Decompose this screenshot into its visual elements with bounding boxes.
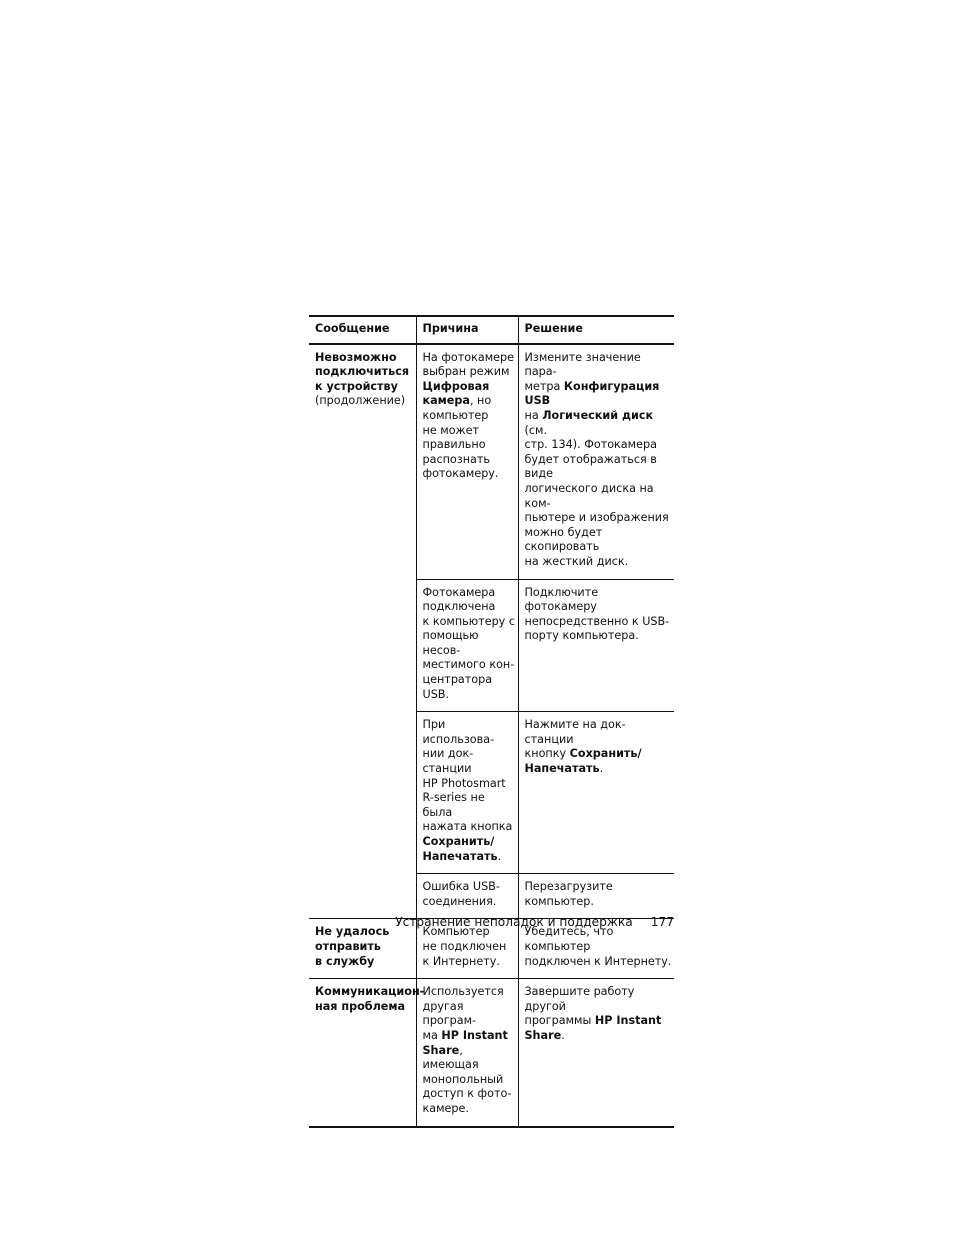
cause-text: правильно xyxy=(422,438,486,452)
header-message: Сообщение xyxy=(309,316,416,344)
solution-text: будет отображаться в виде xyxy=(524,452,657,481)
solution-text: компьютер. xyxy=(524,894,594,908)
cause-text: Фотокамера xyxy=(422,585,496,599)
page-footer xyxy=(309,914,674,930)
cause-text: распознать xyxy=(422,452,490,466)
cause-text: соединения. xyxy=(422,894,497,908)
solution-text-bold: Конфигурация USB xyxy=(524,379,660,408)
cause-cell xyxy=(416,874,518,919)
message-text: отправить xyxy=(315,939,381,953)
solution-text: Нажмите на док-станции xyxy=(524,718,626,746)
solution-text: метра xyxy=(524,379,564,393)
cause-text: , но xyxy=(469,394,492,408)
header-solution: Решение xyxy=(518,316,674,344)
solution-text: на xyxy=(524,408,543,422)
cause-cell xyxy=(416,344,518,579)
table-header xyxy=(309,316,674,344)
cause-text: не может xyxy=(422,423,480,437)
footer-section-title: Устранение неполадок и поддержка xyxy=(395,915,633,929)
cause-text: HP Photosmart xyxy=(422,776,506,790)
solution-text: Убедитесь, что компьютер xyxy=(524,925,614,953)
message-text: в службу xyxy=(315,954,375,968)
message-cell xyxy=(309,979,425,1127)
solution-text: можно будет скопировать xyxy=(524,525,603,554)
cause-text: не подключен xyxy=(422,939,507,953)
solution-text-bold: Share xyxy=(524,1028,562,1042)
message-text: ная проблема xyxy=(315,999,406,1013)
table-row xyxy=(309,979,674,1127)
solution-cell xyxy=(518,579,674,712)
table-row xyxy=(309,344,674,579)
table-body xyxy=(309,344,674,1127)
solution-text-bold: Напечатать xyxy=(524,762,600,776)
cause-text: выбран режим xyxy=(422,365,510,379)
solution-text: (см. xyxy=(524,423,548,437)
solution-text: Измените значение пара- xyxy=(524,350,641,379)
cause-cell xyxy=(416,579,518,712)
cause-text: монопольный xyxy=(422,1072,504,1086)
cause-text: доступ к фото- xyxy=(422,1087,512,1101)
troubleshooting-table xyxy=(309,315,674,1128)
solution-text: непосредственно к USB- xyxy=(524,614,670,628)
solution-text: на жесткий диск. xyxy=(524,554,629,568)
cause-text-bold: Сохранить/ xyxy=(422,835,495,848)
cause-text-bold: Share xyxy=(422,1043,460,1057)
cause-text: . xyxy=(497,849,502,863)
solution-text: Подключите фотокамеру xyxy=(524,585,599,614)
message-cell xyxy=(309,344,416,919)
cause-text: Ошибка USB- xyxy=(422,880,500,894)
cause-text-bold: HP Instant xyxy=(441,1028,508,1042)
solution-text-bold: Логический диск xyxy=(542,408,654,422)
cause-text: камере. xyxy=(422,1101,469,1115)
cause-text: помощью несов- xyxy=(422,629,479,657)
solution-text: . xyxy=(561,1028,565,1042)
cause-text: подключена xyxy=(422,600,496,614)
solution-text-bold: HP Instant xyxy=(594,1014,662,1028)
cause-cell xyxy=(416,712,518,874)
cause-text: R-series не была xyxy=(422,791,485,819)
solution-cell xyxy=(518,712,674,874)
cause-text: Компьютер xyxy=(422,925,490,939)
cause-text: фотокамеру. xyxy=(422,467,499,481)
cause-text: нажата кнопка xyxy=(422,820,513,834)
solution-text: Завершите работу другой xyxy=(524,985,635,1013)
solution-cell xyxy=(518,979,674,1127)
solution-cell xyxy=(518,344,674,579)
cause-text: При использова- xyxy=(422,718,495,746)
header-cause: Причина xyxy=(416,316,518,344)
page-number: 177 xyxy=(650,915,674,929)
solution-text: стр. 134). Фотокамера xyxy=(524,438,657,452)
cause-text-bold: Цифровая xyxy=(422,379,490,393)
solution-text: Перезагрузите xyxy=(524,880,613,894)
solution-text: . xyxy=(599,762,604,776)
message-continued-note: (продолжение) xyxy=(315,394,406,408)
cause-text: центратора USB. xyxy=(422,673,493,701)
solution-text: порту компьютера. xyxy=(524,629,639,643)
cause-text: местимого кон- xyxy=(422,658,515,672)
cause-text: к Интернету. xyxy=(422,954,500,968)
cause-text-bold: Напечатать xyxy=(422,849,498,863)
cause-text: Используется xyxy=(422,985,504,999)
message-text: подключиться xyxy=(315,365,410,379)
solution-text: логического диска на ком- xyxy=(524,481,654,510)
cause-text: к компьютеру с xyxy=(422,614,516,628)
solution-text: подключен к Интернету. xyxy=(524,954,672,968)
message-text: Невозможно xyxy=(315,350,397,364)
cause-text: компьютер xyxy=(422,408,489,422)
message-text: Не удалось xyxy=(315,925,390,939)
cause-text: , имеющая xyxy=(422,1043,479,1072)
message-text: Коммуникацион- xyxy=(315,985,425,999)
cause-text: ма xyxy=(422,1028,442,1042)
solution-text-bold: Сохранить/ xyxy=(569,747,642,761)
solution-text: кнопку xyxy=(524,747,570,761)
message-text: к устройству xyxy=(315,379,398,393)
cause-text: другая програм- xyxy=(422,999,477,1028)
cause-text: На фотокамере xyxy=(422,350,515,364)
cause-cell xyxy=(416,979,518,1127)
solution-text: пьютере и изображения xyxy=(524,511,669,525)
header-row xyxy=(309,316,674,344)
solution-cell xyxy=(518,874,674,919)
solution-text: программы xyxy=(524,1014,595,1028)
cause-text: нии док-станции xyxy=(422,747,474,776)
cause-text-bold: камера xyxy=(422,394,470,408)
